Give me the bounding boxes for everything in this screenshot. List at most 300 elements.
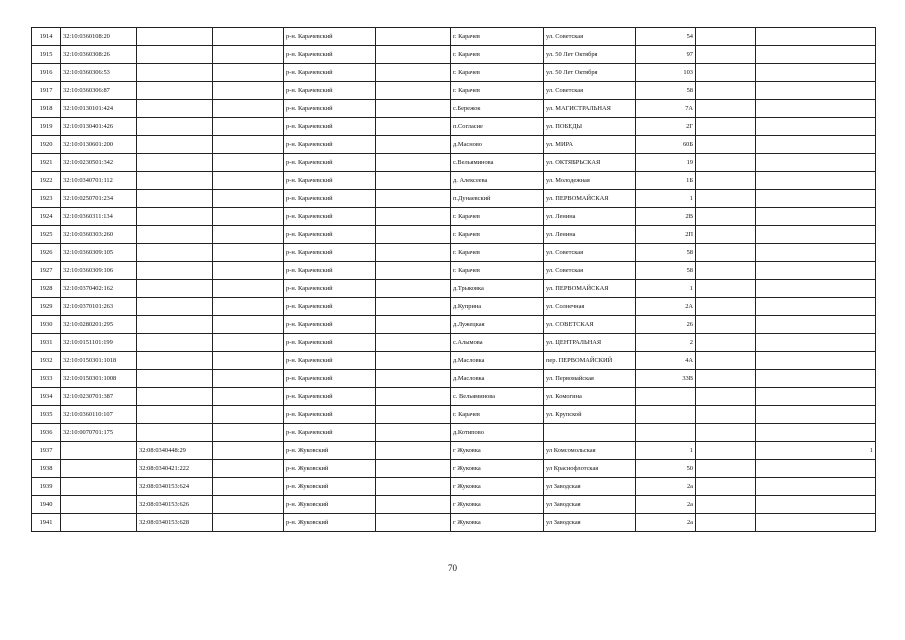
cadastral-number-alt-cell xyxy=(137,370,213,388)
district-cell: р-н. Карачевский xyxy=(284,190,376,208)
house-number-cell xyxy=(636,406,696,424)
extra-value-cell xyxy=(756,460,876,478)
extra-value-cell xyxy=(756,424,876,442)
empty-cell xyxy=(213,190,284,208)
house-number-cell: 2П xyxy=(636,226,696,244)
empty-cell xyxy=(696,316,756,334)
house-number-cell: 2Г xyxy=(636,118,696,136)
table-row xyxy=(32,352,876,370)
table-row xyxy=(32,190,876,208)
empty-cell xyxy=(213,100,284,118)
empty-cell xyxy=(213,172,284,190)
table-row xyxy=(32,82,876,100)
empty-cell xyxy=(696,388,756,406)
empty-cell xyxy=(696,154,756,172)
cadastral-number-cell: 32:10:0360309:106 xyxy=(61,262,137,280)
empty-cell xyxy=(376,100,451,118)
table-row xyxy=(32,172,876,190)
empty-cell xyxy=(213,478,284,496)
street-cell: ул. ОКТЯБРЬСКАЯ xyxy=(544,154,636,172)
street-cell: ул. Советская xyxy=(544,262,636,280)
extra-value-cell xyxy=(756,280,876,298)
cadastral-number-cell: 32:10:0130401:426 xyxy=(61,118,137,136)
extra-value-cell xyxy=(756,244,876,262)
extra-value-cell xyxy=(756,262,876,280)
district-cell: р-н. Карачевский xyxy=(284,424,376,442)
row-number-cell: 1940 xyxy=(32,496,61,514)
empty-cell xyxy=(213,82,284,100)
locality-cell: д.Масново xyxy=(451,136,544,154)
empty-cell xyxy=(376,334,451,352)
address-table xyxy=(31,27,876,532)
district-cell: р-н. Карачевский xyxy=(284,226,376,244)
extra-value-cell xyxy=(756,298,876,316)
street-cell: ул Заводская xyxy=(544,496,636,514)
cadastral-number-cell: 32:10:0130101:424 xyxy=(61,100,137,118)
house-number-cell: 26 xyxy=(636,316,696,334)
street-cell xyxy=(544,424,636,442)
street-cell: ул. 50 Лет Октября xyxy=(544,64,636,82)
cadastral-number-cell: 32:10:0230501:342 xyxy=(61,154,137,172)
district-cell: р-н. Карачевский xyxy=(284,82,376,100)
cadastral-number-alt-cell xyxy=(137,100,213,118)
district-cell: р-н. Карачевский xyxy=(284,28,376,46)
extra-value-cell xyxy=(756,154,876,172)
empty-cell xyxy=(376,478,451,496)
district-cell: р-н. Карачевский xyxy=(284,298,376,316)
street-cell: ул. Первомайская xyxy=(544,370,636,388)
empty-cell xyxy=(696,280,756,298)
empty-cell xyxy=(376,172,451,190)
cadastral-number-alt-cell xyxy=(137,136,213,154)
street-cell: ул Краснофлотская xyxy=(544,460,636,478)
cadastral-number-cell: 32:10:0151101:199 xyxy=(61,334,137,352)
row-number-cell: 1914 xyxy=(32,28,61,46)
house-number-cell: 54 xyxy=(636,28,696,46)
district-cell: р-н. Жуковский xyxy=(284,442,376,460)
locality-cell: г. Карачев xyxy=(451,82,544,100)
locality-cell: г. Карачев xyxy=(451,226,544,244)
row-number-cell: 1929 xyxy=(32,298,61,316)
cadastral-number-cell: 32:10:0360306:87 xyxy=(61,82,137,100)
street-cell: ул. Молодежная xyxy=(544,172,636,190)
table-row xyxy=(32,262,876,280)
empty-cell xyxy=(213,28,284,46)
empty-cell xyxy=(696,298,756,316)
table-row xyxy=(32,298,876,316)
street-cell: ул. СОВЕТСКАЯ xyxy=(544,316,636,334)
row-number-cell: 1936 xyxy=(32,424,61,442)
extra-value-cell xyxy=(756,28,876,46)
locality-cell: с. Вельяминова xyxy=(451,388,544,406)
locality-cell: д. Алексеева xyxy=(451,172,544,190)
cadastral-number-cell: 32:10:0230701:387 xyxy=(61,388,137,406)
district-cell: р-н. Карачевский xyxy=(284,46,376,64)
locality-cell: с.Бережок xyxy=(451,100,544,118)
empty-cell xyxy=(696,82,756,100)
district-cell: р-н. Карачевский xyxy=(284,172,376,190)
empty-cell xyxy=(213,334,284,352)
extra-value-cell xyxy=(756,208,876,226)
empty-cell xyxy=(376,208,451,226)
empty-cell xyxy=(213,154,284,172)
empty-cell xyxy=(376,316,451,334)
cadastral-number-cell: 32:10:0130601:200 xyxy=(61,136,137,154)
street-cell: ул. Комогина xyxy=(544,388,636,406)
house-number-cell: 1Б xyxy=(636,172,696,190)
empty-cell xyxy=(376,298,451,316)
extra-value-cell xyxy=(756,388,876,406)
empty-cell xyxy=(696,406,756,424)
empty-cell xyxy=(696,118,756,136)
empty-cell xyxy=(696,352,756,370)
empty-cell xyxy=(376,154,451,172)
table-row xyxy=(32,280,876,298)
cadastral-number-alt-cell xyxy=(137,244,213,262)
empty-cell xyxy=(213,136,284,154)
empty-cell xyxy=(376,28,451,46)
row-number-cell: 1927 xyxy=(32,262,61,280)
row-number-cell: 1937 xyxy=(32,442,61,460)
cadastral-number-cell: 32:10:0360303:260 xyxy=(61,226,137,244)
empty-cell xyxy=(696,46,756,64)
empty-cell xyxy=(696,370,756,388)
house-number-cell: 2А xyxy=(636,298,696,316)
empty-cell xyxy=(213,370,284,388)
row-number-cell: 1938 xyxy=(32,460,61,478)
page-number: 70 xyxy=(448,563,457,573)
empty-cell xyxy=(376,226,451,244)
cadastral-number-alt-cell xyxy=(137,388,213,406)
house-number-cell: 103 xyxy=(636,64,696,82)
table-row xyxy=(32,154,876,172)
district-cell: р-н. Жуковский xyxy=(284,460,376,478)
empty-cell xyxy=(213,442,284,460)
table-row xyxy=(32,316,876,334)
empty-cell xyxy=(213,298,284,316)
cadastral-number-cell xyxy=(61,478,137,496)
cadastral-number-alt-cell xyxy=(137,352,213,370)
street-cell: ул. Советская xyxy=(544,82,636,100)
locality-cell: г Жуковка xyxy=(451,478,544,496)
empty-cell xyxy=(696,334,756,352)
street-cell: ул. ЦЕНТРАЛЬНАЯ xyxy=(544,334,636,352)
empty-cell xyxy=(696,460,756,478)
table-row xyxy=(32,118,876,136)
house-number-cell: 60Б xyxy=(636,136,696,154)
table-row xyxy=(32,370,876,388)
cadastral-number-alt-cell: 32:08:0340153:628 xyxy=(137,514,213,532)
row-number-cell: 1920 xyxy=(32,136,61,154)
cadastral-number-cell: 32:10:0370402:162 xyxy=(61,280,137,298)
empty-cell xyxy=(376,388,451,406)
empty-cell xyxy=(376,460,451,478)
house-number-cell: 58 xyxy=(636,244,696,262)
empty-cell xyxy=(213,280,284,298)
house-number-cell: 2а xyxy=(636,496,696,514)
table-row xyxy=(32,478,876,496)
row-number-cell: 1915 xyxy=(32,46,61,64)
empty-cell xyxy=(376,280,451,298)
cadastral-number-cell: 32:10:0360110:107 xyxy=(61,406,137,424)
empty-cell xyxy=(213,262,284,280)
street-cell: ул Заводская xyxy=(544,478,636,496)
house-number-cell: 2В xyxy=(636,208,696,226)
street-cell: ул. 50 Лет Октября xyxy=(544,46,636,64)
cadastral-number-alt-cell xyxy=(137,208,213,226)
empty-cell xyxy=(213,496,284,514)
table-row xyxy=(32,442,876,460)
row-number-cell: 1934 xyxy=(32,388,61,406)
table-row xyxy=(32,406,876,424)
cadastral-number-alt-cell xyxy=(137,298,213,316)
house-number-cell: 2а xyxy=(636,478,696,496)
district-cell: р-н. Карачевский xyxy=(284,154,376,172)
locality-cell: г Жуковка xyxy=(451,514,544,532)
cadastral-number-cell xyxy=(61,496,137,514)
row-number-cell: 1923 xyxy=(32,190,61,208)
extra-value-cell xyxy=(756,82,876,100)
locality-cell: с.Вельяминова xyxy=(451,154,544,172)
locality-cell: д.Лужецкая xyxy=(451,316,544,334)
extra-value-cell xyxy=(756,118,876,136)
empty-cell xyxy=(376,424,451,442)
empty-cell xyxy=(696,100,756,118)
district-cell: р-н. Жуковский xyxy=(284,478,376,496)
cadastral-number-cell xyxy=(61,460,137,478)
cadastral-number-cell: 32:10:0360308:26 xyxy=(61,46,137,64)
extra-value-cell xyxy=(756,190,876,208)
locality-cell: г. Карачев xyxy=(451,208,544,226)
district-cell: р-н. Карачевский xyxy=(284,208,376,226)
extra-value-cell xyxy=(756,334,876,352)
table-row xyxy=(32,64,876,82)
cadastral-number-cell: 32:10:0250701:234 xyxy=(61,190,137,208)
district-cell: р-н. Карачевский xyxy=(284,370,376,388)
empty-cell xyxy=(213,514,284,532)
row-number-cell: 1930 xyxy=(32,316,61,334)
empty-cell xyxy=(213,352,284,370)
row-number-cell: 1941 xyxy=(32,514,61,532)
empty-cell xyxy=(696,226,756,244)
locality-cell: г. Карачев xyxy=(451,244,544,262)
empty-cell xyxy=(213,406,284,424)
district-cell: р-н. Карачевский xyxy=(284,64,376,82)
district-cell: р-н. Карачевский xyxy=(284,388,376,406)
street-cell: ул. Солнечная xyxy=(544,298,636,316)
empty-cell xyxy=(696,514,756,532)
row-number-cell: 1931 xyxy=(32,334,61,352)
house-number-cell: 1 xyxy=(636,280,696,298)
empty-cell xyxy=(696,442,756,460)
empty-cell xyxy=(376,442,451,460)
table-row xyxy=(32,334,876,352)
house-number-cell: 50 xyxy=(636,460,696,478)
row-number-cell: 1926 xyxy=(32,244,61,262)
empty-cell xyxy=(696,64,756,82)
house-number-cell: 7А xyxy=(636,100,696,118)
extra-value-cell xyxy=(756,226,876,244)
house-number-cell: 58 xyxy=(636,82,696,100)
district-cell: р-н. Карачевский xyxy=(284,244,376,262)
empty-cell xyxy=(213,316,284,334)
empty-cell xyxy=(696,478,756,496)
locality-cell: д.Масловка xyxy=(451,352,544,370)
district-cell: р-н. Карачевский xyxy=(284,262,376,280)
extra-value-cell xyxy=(756,46,876,64)
row-number-cell: 1918 xyxy=(32,100,61,118)
table-row xyxy=(32,514,876,532)
empty-cell xyxy=(213,208,284,226)
street-cell: ул. Ленина xyxy=(544,226,636,244)
empty-cell xyxy=(376,244,451,262)
empty-cell xyxy=(376,82,451,100)
row-number-cell: 1922 xyxy=(32,172,61,190)
extra-value-cell xyxy=(756,100,876,118)
house-number-cell: 4А xyxy=(636,352,696,370)
row-number-cell: 1933 xyxy=(32,370,61,388)
cadastral-number-alt-cell: 32:08:0340153:626 xyxy=(137,496,213,514)
street-cell: ул Заводская xyxy=(544,514,636,532)
cadastral-number-cell: 32:10:0360309:105 xyxy=(61,244,137,262)
empty-cell xyxy=(213,118,284,136)
cadastral-number-cell: 32:10:0150301:1018 xyxy=(61,352,137,370)
locality-cell: п.Согласие xyxy=(451,118,544,136)
table-row xyxy=(32,100,876,118)
house-number-cell: 97 xyxy=(636,46,696,64)
house-number-cell: 2 xyxy=(636,334,696,352)
empty-cell xyxy=(213,460,284,478)
extra-value-cell xyxy=(756,514,876,532)
street-cell: ул. Советская xyxy=(544,244,636,262)
street-cell: ул. МИРА xyxy=(544,136,636,154)
locality-cell: г. Карачев xyxy=(451,28,544,46)
table-row xyxy=(32,226,876,244)
table-row xyxy=(32,136,876,154)
locality-cell: г Жуковка xyxy=(451,442,544,460)
locality-cell: г. Карачев xyxy=(451,46,544,64)
document-sheet xyxy=(31,27,876,532)
row-number-cell: 1925 xyxy=(32,226,61,244)
extra-value-cell xyxy=(756,406,876,424)
empty-cell xyxy=(696,262,756,280)
locality-cell: г. Карачев xyxy=(451,406,544,424)
table-row xyxy=(32,496,876,514)
cadastral-number-cell xyxy=(61,514,137,532)
street-cell: ул. ПЕРВОМАЙСКАЯ xyxy=(544,280,636,298)
empty-cell xyxy=(213,64,284,82)
locality-cell: г Жуковка xyxy=(451,460,544,478)
cadastral-number-cell: 32:10:0150301:1008 xyxy=(61,370,137,388)
empty-cell xyxy=(696,172,756,190)
empty-cell xyxy=(696,190,756,208)
table-body xyxy=(32,28,876,532)
locality-cell: г. Карачев xyxy=(451,262,544,280)
locality-cell: п.Дунаевский xyxy=(451,190,544,208)
locality-cell: д.Трыковка xyxy=(451,280,544,298)
house-number-cell xyxy=(636,424,696,442)
district-cell: р-н. Карачевский xyxy=(284,406,376,424)
house-number-cell: 19 xyxy=(636,154,696,172)
cadastral-number-cell: 32:10:0360108:20 xyxy=(61,28,137,46)
extra-value-cell xyxy=(756,352,876,370)
cadastral-number-cell: 32:10:0280201:295 xyxy=(61,316,137,334)
cadastral-number-alt-cell: 32:08:0340421:222 xyxy=(137,460,213,478)
empty-cell xyxy=(696,28,756,46)
district-cell: р-н. Карачевский xyxy=(284,352,376,370)
house-number-cell: 1 xyxy=(636,442,696,460)
row-number-cell: 1924 xyxy=(32,208,61,226)
extra-value-cell xyxy=(756,496,876,514)
empty-cell xyxy=(213,226,284,244)
empty-cell xyxy=(213,424,284,442)
empty-cell xyxy=(696,244,756,262)
row-number-cell: 1939 xyxy=(32,478,61,496)
street-cell: ул. МАГИСТРАЛЬНАЯ xyxy=(544,100,636,118)
empty-cell xyxy=(376,406,451,424)
empty-cell xyxy=(696,424,756,442)
cadastral-number-alt-cell xyxy=(137,280,213,298)
street-cell: ул. ПЕРВОМАЙСКАЯ xyxy=(544,190,636,208)
district-cell: р-н. Карачевский xyxy=(284,316,376,334)
cadastral-number-alt-cell xyxy=(137,190,213,208)
district-cell: р-н. Жуковский xyxy=(284,496,376,514)
row-number-cell: 1917 xyxy=(32,82,61,100)
locality-cell: г. Карачев xyxy=(451,64,544,82)
district-cell: р-н. Карачевский xyxy=(284,136,376,154)
district-cell: р-н. Карачевский xyxy=(284,118,376,136)
street-cell: ул. Ленина xyxy=(544,208,636,226)
empty-cell xyxy=(376,262,451,280)
row-number-cell: 1916 xyxy=(32,64,61,82)
empty-cell xyxy=(376,514,451,532)
row-number-cell: 1935 xyxy=(32,406,61,424)
cadastral-number-alt-cell xyxy=(137,118,213,136)
empty-cell xyxy=(213,388,284,406)
cadastral-number-alt-cell xyxy=(137,82,213,100)
empty-cell xyxy=(376,46,451,64)
district-cell: р-н. Жуковский xyxy=(284,514,376,532)
table-row xyxy=(32,244,876,262)
cadastral-number-cell: 32:10:0360306:53 xyxy=(61,64,137,82)
house-number-cell: 33В xyxy=(636,370,696,388)
cadastral-number-alt-cell xyxy=(137,46,213,64)
cadastral-number-alt-cell xyxy=(137,64,213,82)
empty-cell xyxy=(376,370,451,388)
locality-cell: д.Куприна xyxy=(451,298,544,316)
cadastral-number-cell: 32:10:0070701:175 xyxy=(61,424,137,442)
empty-cell xyxy=(376,118,451,136)
cadastral-number-alt-cell: 32:08:0340448:29 xyxy=(137,442,213,460)
extra-value-cell xyxy=(756,316,876,334)
row-number-cell: 1919 xyxy=(32,118,61,136)
empty-cell xyxy=(376,64,451,82)
empty-cell xyxy=(213,244,284,262)
row-number-cell: 1932 xyxy=(32,352,61,370)
cadastral-number-alt-cell: 32:08:0340153:624 xyxy=(137,478,213,496)
cadastral-number-alt-cell xyxy=(137,226,213,244)
empty-cell xyxy=(376,190,451,208)
table-row xyxy=(32,46,876,64)
cadastral-number-alt-cell xyxy=(137,424,213,442)
cadastral-number-cell: 32:10:0340701:112 xyxy=(61,172,137,190)
locality-cell: д.Котипово xyxy=(451,424,544,442)
empty-cell xyxy=(376,136,451,154)
district-cell: р-н. Карачевский xyxy=(284,100,376,118)
street-cell: пер. ПЕРВОМАЙСКИЙ xyxy=(544,352,636,370)
empty-cell xyxy=(213,46,284,64)
extra-value-cell xyxy=(756,172,876,190)
